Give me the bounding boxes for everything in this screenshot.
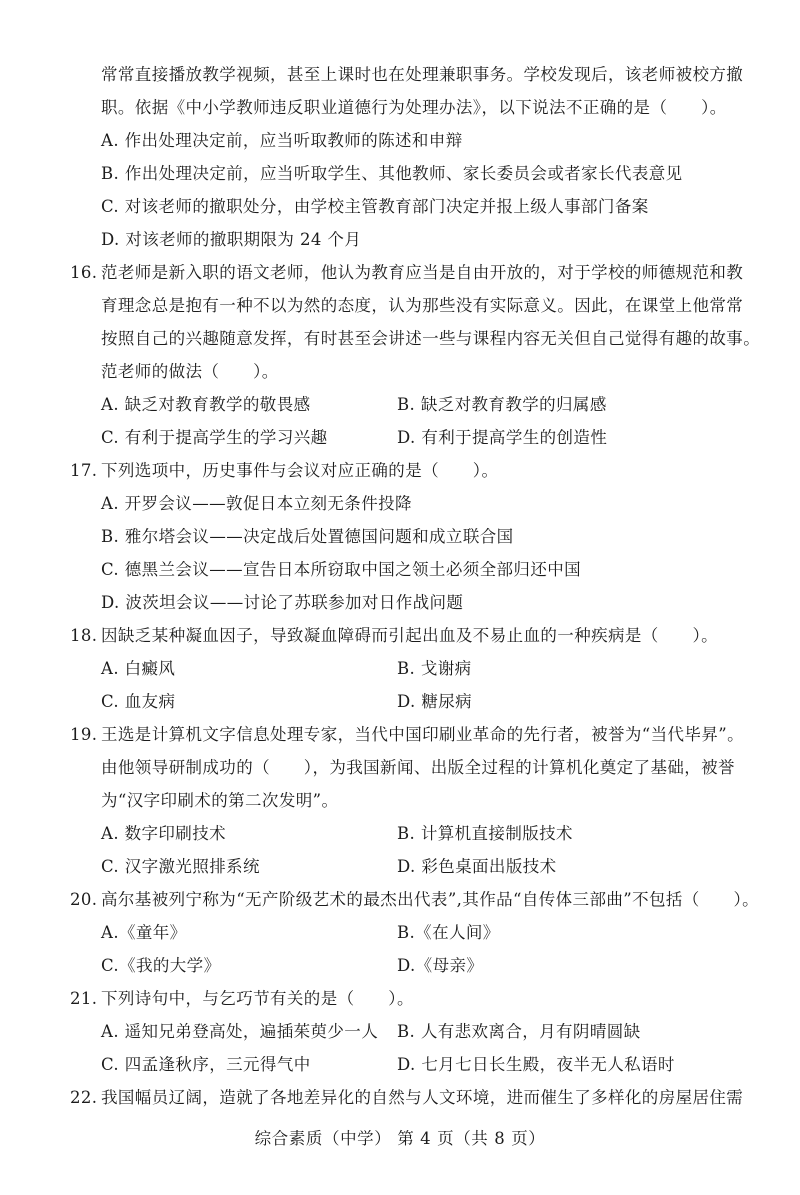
q16-stem-line-1: 范老师是新入职的语文老师，他认为教育应当是自由开放的，对于学校的师德规范和教	[101, 263, 744, 282]
q17-number: 17.	[70, 461, 98, 480]
q16-stem-line-2: 育理念总是抱有一种不以为然的态度，认为那些没有实际意义。因此，在课堂上他常常	[101, 296, 744, 315]
q19-option-d: D. 彩色桌面出版技术	[397, 857, 557, 876]
q17-option-c: C. 德黑兰会议——宣告日本所窃取中国之领土必须全部归还中国	[101, 560, 582, 579]
q18-option-d: D. 糖尿病	[397, 692, 473, 711]
q18-stem-line-1: 因缺乏某种凝血因子，导致凝血障碍而引起出血及不易止血的一种疾病是（ ）。	[101, 626, 719, 645]
q16-option-b: B. 缺乏对教育教学的归属感	[397, 395, 607, 414]
q22-number: 22.	[70, 1088, 98, 1107]
q20-option-d: D.《母亲》	[397, 956, 484, 975]
q21-option-b: B. 人有悲欢离合，月有阴晴圆缺	[397, 1022, 641, 1041]
q16-option-a: A. 缺乏对教育教学的敬畏感	[101, 395, 311, 414]
q21-option-a: A. 遥知兄弟登高处，遍插茱萸少一人	[101, 1022, 379, 1041]
q19-stem-line-2: 由他领导研制成功的（ ），为我国新闻、出版全过程的计算机化奠定了基础，被誉	[101, 758, 735, 777]
q21-option-c: C. 四孟逢秋序，三元得气中	[101, 1055, 311, 1074]
q17-stem-line-1: 下列选项中，历史事件与会议对应正确的是（ ）。	[101, 461, 499, 480]
q20-option-b: B.《在人间》	[397, 923, 500, 942]
q19-option-a: A. 数字印刷技术	[101, 824, 227, 843]
q17-option-a: A. 开罗会议——敦促日本立刻无条件投降	[101, 494, 412, 513]
q18-option-b: B. 戈谢病	[397, 659, 472, 678]
q20-option-c: C.《我的大学》	[101, 956, 221, 975]
q21-stem-line-1: 下列诗句中，与乞巧节有关的是（ ）。	[101, 989, 414, 1008]
q16-option-c: C. 有利于提高学生的学习兴趣	[101, 428, 328, 447]
page-footer: 综合素质（中学） 第 4 页（共 8 页）	[254, 1129, 546, 1148]
q16-number: 16.	[70, 263, 98, 282]
q15-stem-line-2: 职。依据《中小学教师违反职业道德行为处理办法》，以下说法不正确的是（ ）。	[101, 98, 727, 117]
q15-stem-line-1: 常常直接播放教学视频，甚至上课时也在处理兼职事务。学校发现后，该老师被校方撤	[101, 65, 744, 84]
q19-number: 19.	[70, 725, 98, 744]
q16-stem-line-4: 范老师的做法（ ）。	[101, 362, 279, 381]
q19-stem-line-3: 为“汉字印刷术的第二次发明”。	[101, 791, 339, 810]
q17-option-b: B. 雅尔塔会议——决定战后处置德国问题和成立联合国	[101, 527, 514, 546]
q19-stem-line-1: 王选是计算机文字信息处理专家，当代中国印刷业革命的先行者，被誉为“当代毕昇”。	[101, 725, 744, 744]
q16-stem-line-3: 按照自己的兴趣随意发挥，有时甚至会讲述一些与课程内容无关但自己觉得有趣的故事。	[101, 329, 761, 348]
q18-number: 18.	[70, 626, 98, 645]
q18-option-c: C. 血友病	[101, 692, 176, 711]
q16-option-d: D. 有利于提高学生的创造性	[397, 428, 608, 447]
q18-option-a: A. 白癜风	[101, 659, 176, 678]
q15-option-b: B. 作出处理决定前，应当听取学生、其他教师、家长委员会或者家长代表意见	[101, 164, 683, 183]
q22-stem-line-1: 我国幅员辽阔，造就了各地差异化的自然与人文环境，进而催生了多样化的房屋居住需	[101, 1088, 744, 1107]
q20-option-a: A.《童年》	[101, 923, 187, 942]
q19-option-c: C. 汉字激光照排系统	[101, 857, 260, 876]
q15-option-d: D. 对该老师的撤职期限为 24 个月	[101, 230, 362, 249]
q20-number: 20.	[70, 890, 98, 909]
q21-option-d: D. 七月七日长生殿，夜半无人私语时	[397, 1055, 675, 1074]
q15-option-a: A. 作出处理决定前，应当听取教师的陈述和申辩	[101, 131, 463, 150]
q17-option-d: D. 波茨坦会议——讨论了苏联参加对日作战问题	[101, 593, 464, 612]
q20-stem-line-1: 高尔基被列宁称为“无产阶级艺术的最杰出代表”,其作品“自传体三部曲”不包括（ ）。	[101, 890, 760, 909]
q21-number: 21.	[70, 989, 98, 1008]
q15-option-c: C. 对该老师的撤职处分，由学校主管教育部门决定并报上级人事部门备案	[101, 197, 649, 216]
q19-option-b: B. 计算机直接制版技术	[397, 824, 573, 843]
